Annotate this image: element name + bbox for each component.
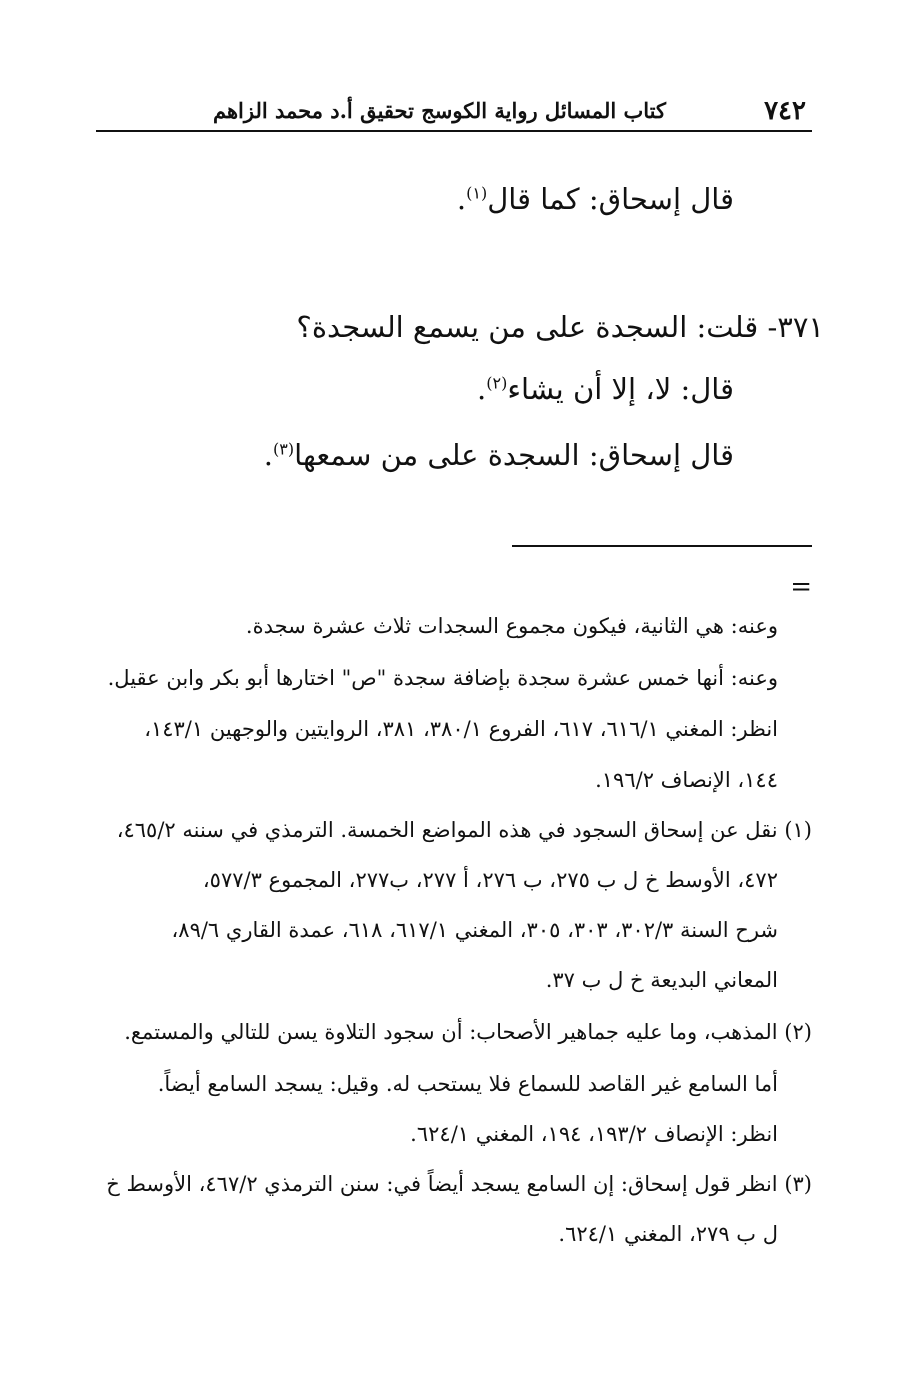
footnote-continuation-mark: = bbox=[790, 572, 812, 602]
main-text-line: قال إسحاق: السجدة على من سمعها$^{(٣)}$. bbox=[263, 438, 734, 472]
footnote-2: (٢) المذهب، وما عليه جماهير الأصحاب: أن سجود التلاوة يسن للتالي والمستمع. bbox=[124, 1020, 812, 1044]
footnote-line: ١٤٤، الإنصاف ١٩٦/٢. bbox=[595, 768, 778, 792]
footnote-line: انظر: المغني ٦١٦/١، ٦١٧، الفروع ٣٨٠/١، ٣٨١، الروايتين والوجهين ١٤٣/١، bbox=[144, 717, 778, 741]
question-line: ٣٧١- قلت: السجدة على من يسمع السجدة؟ bbox=[296, 310, 824, 344]
page-header bbox=[96, 86, 812, 132]
page-number: ٧٤٢ bbox=[764, 96, 806, 126]
footnote-ref[interactable]: (٢) bbox=[486, 373, 508, 393]
footnote-3: (٣) انظر قول إسحاق: إن السامع يسجد أيضاً في: سنن الترمذي ٤٦٧/٢، الأوسط خ bbox=[106, 1172, 812, 1196]
footnote-line: وعنه: أنها خمس عشرة سجدة بإضافة سجدة "ص" اختارها أبو بكر وابن عقيل. bbox=[107, 666, 778, 690]
footnote-line: انظر: الإنصاف ١٩٣/٢، ١٩٤، المغني ٦٢٤/١. bbox=[410, 1122, 778, 1146]
footnote-line: ٤٧٢، الأوسط خ ل ب ٢٧٥، ب ٢٧٦، أ ٢٧٧، ب٢٧٧، المجموع ٥٧٧/٣، bbox=[202, 868, 778, 892]
footnote-separator bbox=[512, 545, 812, 547]
footnote-line: المعاني البديعة خ ل ب ٣٧. bbox=[545, 968, 778, 992]
footnote-1: (١) نقل عن إسحاق السجود في هذه المواضع الخمسة. الترمذي في سننه ٤٦٥/٢، bbox=[116, 818, 812, 842]
running-title: كتاب المسائل رواية الكوسج تحقيق أ.د محمد الزاهم bbox=[212, 98, 666, 123]
footnote-line: وعنه: هي الثانية، فيكون مجموع السجدات ثلاث عشرة سجدة. bbox=[245, 614, 778, 638]
footnote-ref[interactable]: (١) bbox=[466, 183, 488, 203]
main-text-line: قال: لا، إلا أن يشاء$^{(٢)}$. bbox=[477, 372, 734, 406]
footnote-ref[interactable]: (٣) bbox=[273, 439, 295, 459]
footnote-line: أما السامع غير القاصد للسماع فلا يستحب له. وقيل: يسجد السامع أيضاً. bbox=[157, 1072, 778, 1096]
main-text-line: قال إسحاق: كما قال$^{(١)}$. bbox=[456, 182, 734, 216]
footnote-line: ل ب ٢٧٩، المغني ٦٢٤/١. bbox=[558, 1222, 778, 1246]
footnote-line: شرح السنة ٣٠٢/٣، ٣٠٣، ٣٠٥، المغني ٦١٧/١، ٦١٨، عمدة القاري ٨٩/٦، bbox=[171, 918, 778, 942]
